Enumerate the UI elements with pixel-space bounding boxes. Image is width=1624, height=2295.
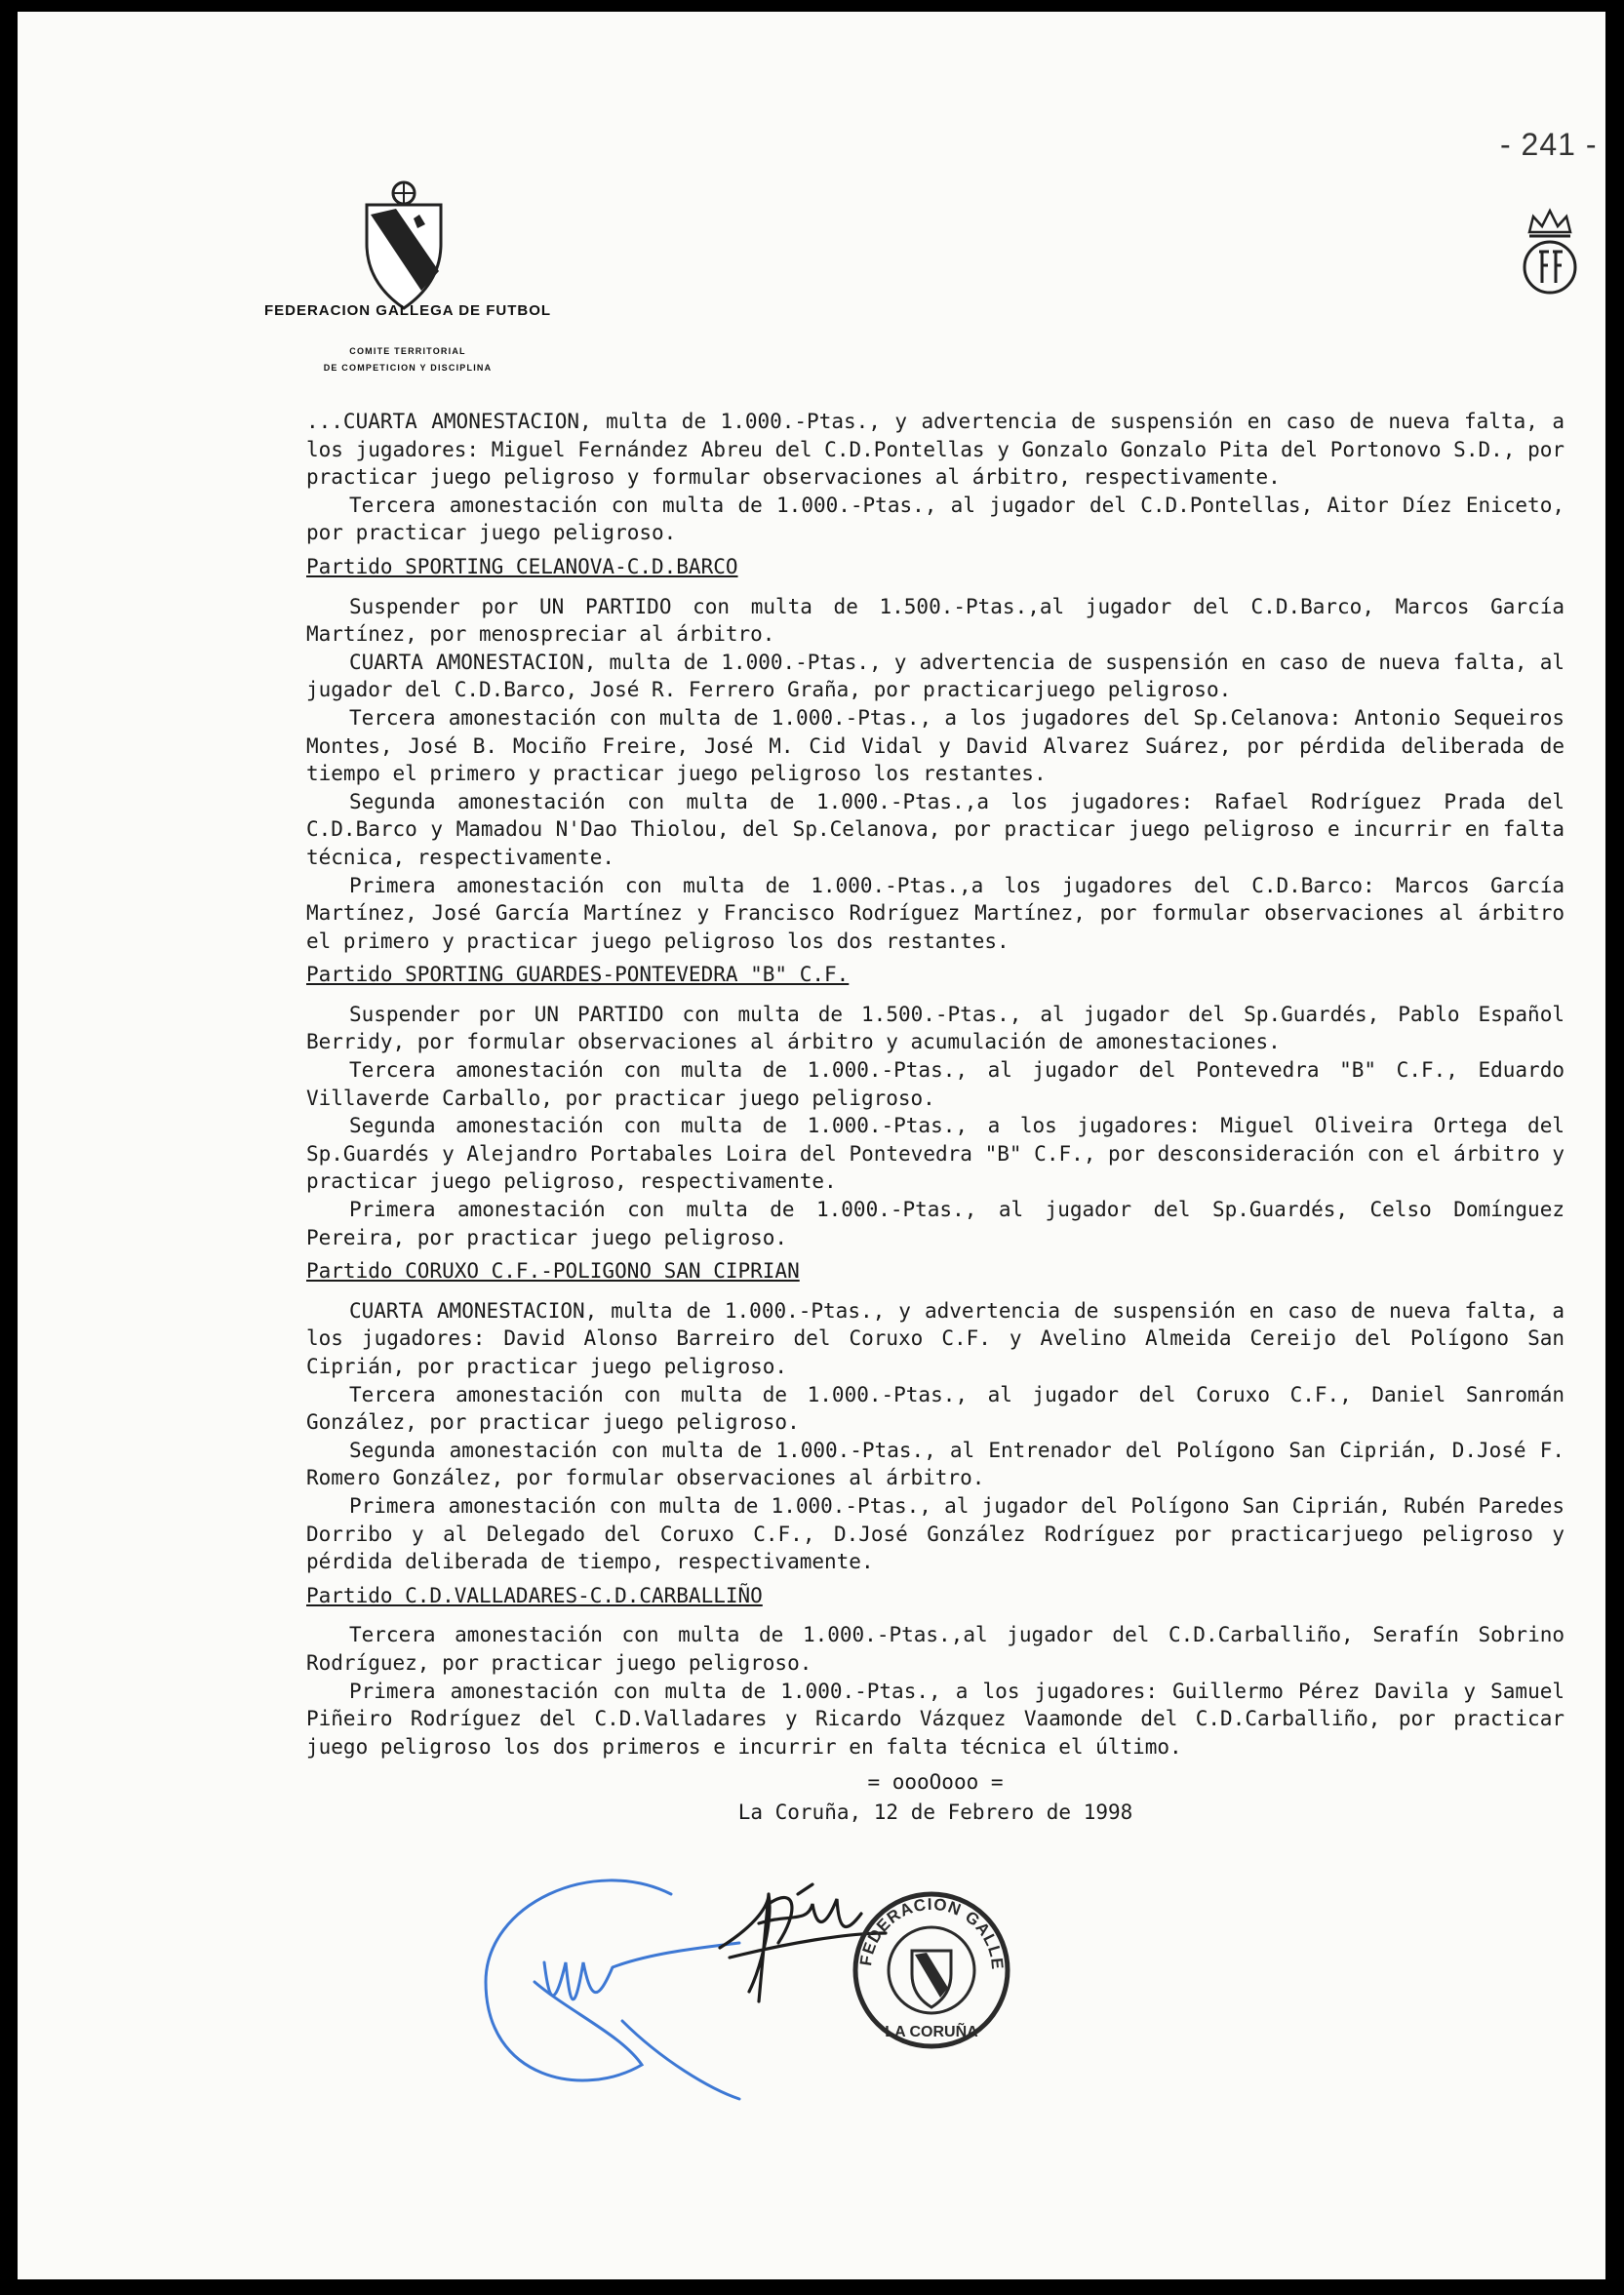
sanction-paragraph: Primera amonestación con multa de 1.000.-Ptas., a los jugadores: Guillermo Pérez Davila y Samuel Piñeiro Rodríguez del C.D.Valladares y Ricardo Vázquez Vaamonde del C.D.Carballiño, por practicar juego peligroso los dos primeros e incurrir en falta técnica el último. — [306, 1679, 1565, 1759]
match-heading-4: Partido C.D.VALLADARES-C.D.CARBALLIÑO — [306, 1583, 763, 1607]
match-heading-3: Partido CORUXO C.F.-POLIGONO SAN CIPRIAN — [306, 1259, 800, 1284]
section-divider: = oooOooo = — [867, 1770, 1004, 1795]
sanction-paragraph: Segunda amonestación con multa de 1.000.-Ptas.,a los jugadores: Rafael Rodríguez Prada del C.D.Barco y Mamadou N'Dao Thiolou, del Sp.Celanova, por practicar juego peligroso e incurrir en falta técnica, respectivamente. — [306, 789, 1565, 869]
document-page — [18, 12, 1605, 2279]
stamp-bottom-text: LA CORUÑA — [885, 2024, 978, 2040]
sanction-paragraph: Primera amonestación con multa de 1.000.-Ptas., al jugador del Sp.Guardés, Celso Domínguez Pereira, por practicar juego peligroso. — [306, 1198, 1565, 1249]
sanction-paragraph: Tercera amonestación con multa de 1.000.-Ptas., al jugador del Pontevedra "B" C.F., Eduardo Villaverde Carballo, por practicar juego peligroso. — [306, 1058, 1565, 1110]
sanction-paragraph: Tercera amonestación con multa de 1.000.-Ptas., al jugador del Coruxo C.F., Daniel Sanromán González, por practicar juego peligroso. — [306, 1382, 1565, 1435]
sanction-paragraph: Segunda amonestación con multa de 1.000.-Ptas., a los jugadores: Miguel Oliveira Ortega del Sp.Guardés y Alejandro Portabales Loira del Pontevedra "B" C.F., por desconsideración con el árbitro y practicar juego peligroso, respectivamente. — [306, 1114, 1565, 1194]
blue-signature — [486, 1880, 739, 2099]
sanction-paragraph: CUARTA AMONESTACION, multa de 1.000.-Ptas., y advertencia de suspensión en caso de nueva falta, al jugador del C.D.Barco, José R. Ferrero Graña, por practicarjuego peligroso. — [306, 650, 1565, 702]
signature-area — [476, 1865, 1120, 2128]
intro-paragraph-2: Tercera amonestación con multa de 1.000.-Ptas., al jugador del C.D.Pontellas, Aitor Díez Eniceto, por practicar juego peligroso. — [306, 493, 1565, 545]
crowned-emblem-icon — [1516, 203, 1584, 300]
document-body — [306, 408, 1565, 1827]
sanction-paragraph: Primera amonestación con multa de 1.000.-Ptas., al jugador del Polígono San Ciprián, Rubén Paredes Dorribo y al Delegado del Coruxo C.F., D.José González Rodríguez por practicarjuego peligroso y pérdida deliberada de tiempo, respectivamente. — [306, 1493, 1565, 1574]
committee-line-2: DE COMPETICION Y DISCIPLINA — [323, 363, 493, 373]
committee-line-1: COMITE TERRITORIAL — [349, 346, 466, 356]
page-number: - 241 - — [1500, 127, 1598, 162]
sanction-paragraph: Suspender por UN PARTIDO con multa de 1.500.-Ptas., al jugador del Sp.Guardés, Pablo Español Berridy, por formular observaciones al árbitro y acumulación de amonestaciones. — [306, 1002, 1565, 1054]
org-name: FEDERACION GALLEGA DE FUTBOL — [263, 302, 552, 319]
stamp-ring-textpath: FEDERACION GALLE — [856, 1894, 1008, 1971]
sanction-paragraph: Primera amonestación con multa de 1.000.-Ptas.,a los jugadores del C.D.Barco: Marcos García Martínez, José García Martínez y Francisco Rodríguez Martínez, por formular observaciones al árbitro el primero y practicar juego peligroso los dos restantes. — [306, 873, 1565, 953]
match-heading-1: Partido SPORTING CELANOVA-C.D.BARCO — [306, 554, 738, 578]
sanction-paragraph: CUARTA AMONESTACION, multa de 1.000.-Ptas., y advertencia de suspensión en caso de nueva falta, a los jugadores: David Alonso Barreiro del Coruxo C.F. y Avelino Almeida Cereijo del Polígono San Ciprián, por practicar juego peligroso. — [306, 1298, 1565, 1378]
intro-paragraph-1: ...CUARTA AMONESTACION, multa de 1.000.-Ptas., y advertencia de suspensión en caso de nueva falta, a los jugadores: Miguel Fernández Abreu del C.D.Pontellas y Gonzalo Gonzalo Pita del Portonovo S.D., por practicar juego peligroso y formular observaciones al árbitro, respectivamente. — [306, 410, 1565, 490]
match-heading-2: Partido SPORTING GUARDES-PONTEVEDRA "B" C.F. — [306, 963, 850, 987]
sanction-paragraph: Tercera amonestación con multa de 1.000.-Ptas.,al jugador del C.D.Carballiño, Serafín Sobrino Rodríguez, por practicar juego peligroso. — [306, 1623, 1565, 1675]
sanction-paragraph: Tercera amonestación con multa de 1.000.-Ptas., a los jugadores del Sp.Celanova: Antonio Sequeiros Montes, José B. Mociño Freire, José M. Cid Vidal y David Alvarez Suárez, por pérdida deliberada de tiempo el primero y practicar juego peligroso los restantes. — [306, 705, 1565, 786]
place-date: La Coruña, 12 de Febrero de 1998 — [737, 1800, 1133, 1824]
sanction-paragraph: Segunda amonestación con multa de 1.000.-Ptas., al Entrenador del Polígono San Ciprián, D.José F. Romero González, por formular observaciones al árbitro. — [306, 1438, 1565, 1490]
sanction-paragraph: Suspender por UN PARTIDO con multa de 1.500.-Ptas.,al jugador del C.D.Barco, Marcos García Martínez, por menospreciar al árbitro. — [306, 594, 1565, 647]
federation-shield-icon — [357, 176, 451, 312]
